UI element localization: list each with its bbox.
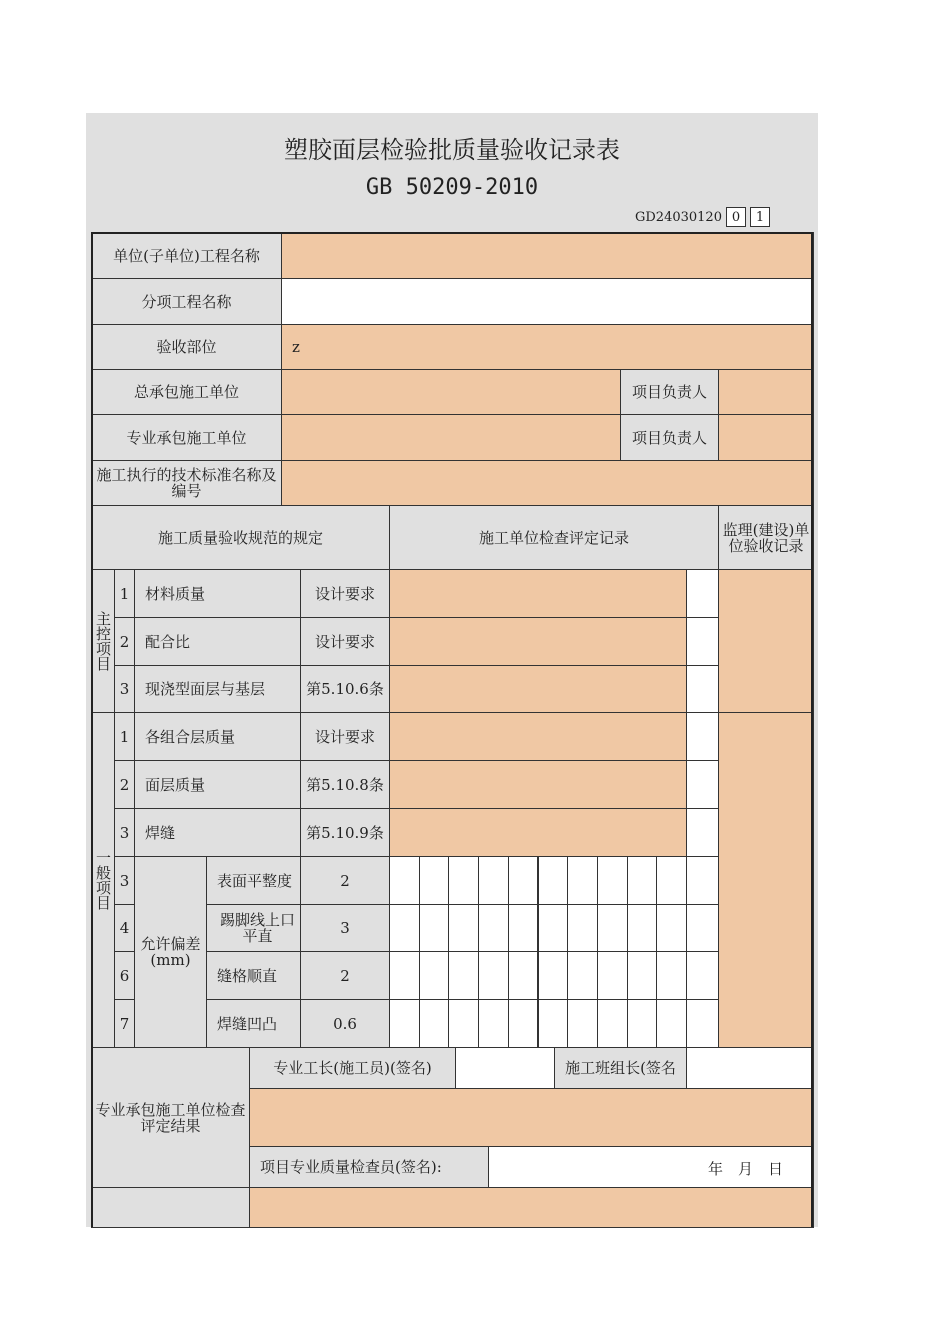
supervision-record-field[interactable] (718, 712, 814, 1048)
measurement-cell[interactable] (567, 904, 598, 952)
measurement-cell[interactable] (656, 999, 687, 1048)
inspector-label: 项目专业质量检查员(签名): (249, 1146, 489, 1188)
project-manager-field[interactable] (718, 369, 814, 415)
tolerance-item-name: 表面平整度 (206, 856, 301, 905)
result-cell[interactable] (686, 904, 719, 952)
measurement-cell[interactable] (419, 856, 450, 905)
form-code (635, 207, 770, 227)
measurement-cell[interactable] (448, 999, 479, 1048)
sub-project-label: 分项工程名称 (91, 278, 282, 325)
tolerance-value: 2 (300, 951, 390, 1000)
measurement-cell[interactable] (448, 951, 479, 1000)
sub-project-manager-field[interactable] (718, 414, 814, 461)
measurement-cell[interactable] (627, 999, 658, 1048)
result-cell[interactable] (686, 617, 719, 666)
unit-project-field[interactable] (281, 232, 814, 279)
item-requirement: 第5.10.8条 (300, 760, 390, 809)
measurement-cell[interactable] (538, 951, 569, 1000)
foreman-label: 专业工长(施工员)(签名) (249, 1047, 456, 1089)
item-number: 2 (114, 760, 135, 809)
result-cell[interactable] (686, 856, 719, 905)
general-items-label: 一般项目 (91, 712, 115, 1048)
item-name: 材料质量 (134, 569, 301, 618)
item-number: 7 (114, 999, 135, 1048)
item-requirement: 设计要求 (300, 569, 390, 618)
measurement-cell[interactable] (389, 951, 420, 1000)
measurement-cell[interactable] (538, 904, 569, 952)
project-manager-label: 项目负责人 (620, 369, 719, 415)
measurement-cell[interactable] (478, 904, 509, 952)
location-label: 验收部位 (91, 324, 282, 370)
measurement-cell[interactable] (389, 904, 420, 952)
supervision-record-header: 监理(建设)单位验收记录 (718, 505, 814, 570)
measurement-cell[interactable] (597, 999, 628, 1048)
general-contractor-label: 总承包施工单位 (91, 369, 282, 415)
measurement-cell[interactable] (478, 951, 509, 1000)
result-cell[interactable] (686, 951, 719, 1000)
location-field[interactable]: z (281, 324, 814, 370)
tolerance-item-name: 焊缝凹凸 (206, 999, 301, 1048)
form-code-box-2[interactable]: 1 (750, 207, 770, 227)
measurement-cell[interactable] (448, 856, 479, 905)
sub-contractor-label: 专业承包施工单位 (91, 414, 282, 461)
tolerance-value: 2 (300, 856, 390, 905)
sub-project-manager-label: 项目负责人 (620, 414, 719, 461)
measurement-cell[interactable] (538, 856, 569, 905)
measurement-cell[interactable] (478, 856, 509, 905)
supervision-conclusion-label (91, 1187, 250, 1228)
measurement-cell[interactable] (508, 904, 539, 952)
result-cell[interactable] (686, 665, 719, 713)
item-number: 1 (114, 569, 135, 618)
supervision-conclusion-field[interactable] (249, 1187, 814, 1228)
item-number: 3 (114, 665, 135, 713)
item-requirement: 设计要求 (300, 617, 390, 666)
measurement-cell[interactable] (508, 856, 539, 905)
tolerance-value: 0.6 (300, 999, 390, 1048)
general-contractor-field[interactable] (281, 369, 621, 415)
measurement-cell[interactable] (656, 951, 687, 1000)
tolerance-value: 3 (300, 904, 390, 952)
measurement-cell[interactable] (538, 999, 569, 1048)
unit-project-label: 单位(子单位)工程名称 (91, 232, 282, 279)
standard-code: GB 50209-2010 (365, 175, 539, 200)
item-requirement: 设计要求 (300, 712, 390, 761)
measurement-cell[interactable] (389, 856, 420, 905)
item-name: 各组合层质量 (134, 712, 301, 761)
sub-contractor-field[interactable] (281, 414, 621, 461)
main-items-label: 主控项目 (91, 569, 115, 713)
result-label: 专业承包施工单位检查评定结果 (91, 1047, 250, 1188)
measurement-cell[interactable] (567, 999, 598, 1048)
spec-header: 施工质量验收规范的规定 (91, 505, 390, 570)
measurement-cell[interactable] (419, 999, 450, 1048)
item-name: 配合比 (134, 617, 301, 666)
measurement-cell[interactable] (448, 904, 479, 952)
result-cell[interactable] (686, 808, 719, 857)
construction-record-field[interactable] (389, 712, 687, 761)
item-name: 焊缝 (134, 808, 301, 857)
supervision-record-field[interactable] (718, 569, 814, 713)
measurement-cell[interactable] (656, 856, 687, 905)
form-code-box-1[interactable]: 0 (726, 207, 746, 227)
form-code-prefix: GD24030120 (635, 209, 722, 225)
measurement-cell[interactable] (627, 904, 658, 952)
item-name: 面层质量 (134, 760, 301, 809)
measurement-cell[interactable] (627, 856, 658, 905)
sub-project-field[interactable] (281, 278, 814, 325)
measurement-cell[interactable] (656, 904, 687, 952)
team-leader-label: 施工班组长(签名 (554, 1047, 687, 1089)
tolerance-label: 允许偏差(mm) (134, 856, 207, 1048)
tolerance-item-name: 踢脚线上口平直 (206, 904, 301, 952)
foreman-signature-field[interactable] (455, 1047, 555, 1089)
construction-record-field[interactable] (389, 665, 687, 713)
item-number: 1 (114, 712, 135, 761)
measurement-cell[interactable] (508, 999, 539, 1048)
form-title: 塑胶面层检验批质量验收记录表 (284, 136, 620, 164)
item-requirement: 第5.10.9条 (300, 808, 390, 857)
construction-record-field[interactable] (389, 760, 687, 809)
measurement-cell[interactable] (567, 951, 598, 1000)
result-cell[interactable] (686, 760, 719, 809)
measurement-cell[interactable] (389, 999, 420, 1048)
item-number: 3 (114, 808, 135, 857)
tolerance-item-name: 缝格顺直 (206, 951, 301, 1000)
item-number: 2 (114, 617, 135, 666)
measurement-cell[interactable] (627, 951, 658, 1000)
construction-record-header: 施工单位检查评定记录 (389, 505, 719, 570)
measurement-cell[interactable] (419, 951, 450, 1000)
item-number: 6 (114, 951, 135, 1000)
measurement-cell[interactable] (597, 951, 628, 1000)
result-field[interactable] (249, 1088, 814, 1147)
measurement-cell[interactable] (508, 951, 539, 1000)
measurement-cell[interactable] (567, 856, 598, 905)
measurement-cell[interactable] (597, 856, 628, 905)
measurement-cell[interactable] (419, 904, 450, 952)
date-label: 年 月 日 (708, 1160, 784, 1178)
result-cell[interactable] (686, 712, 719, 761)
measurement-cell[interactable] (597, 904, 628, 952)
construction-record-field[interactable] (389, 617, 687, 666)
tech-standard-field[interactable] (281, 460, 814, 506)
result-cell[interactable] (686, 999, 719, 1048)
tech-standard-label: 施工执行的技术标准名称及编号 (91, 460, 282, 506)
result-cell[interactable] (686, 569, 719, 618)
item-number: 3 (114, 856, 135, 905)
item-name: 现浇型面层与基层 (134, 665, 301, 713)
construction-record-field[interactable] (389, 808, 687, 857)
construction-record-field[interactable] (389, 569, 687, 618)
team-leader-signature-field[interactable] (686, 1047, 814, 1089)
measurement-cell[interactable] (478, 999, 509, 1048)
item-requirement: 第5.10.6条 (300, 665, 390, 713)
item-number: 4 (114, 904, 135, 952)
